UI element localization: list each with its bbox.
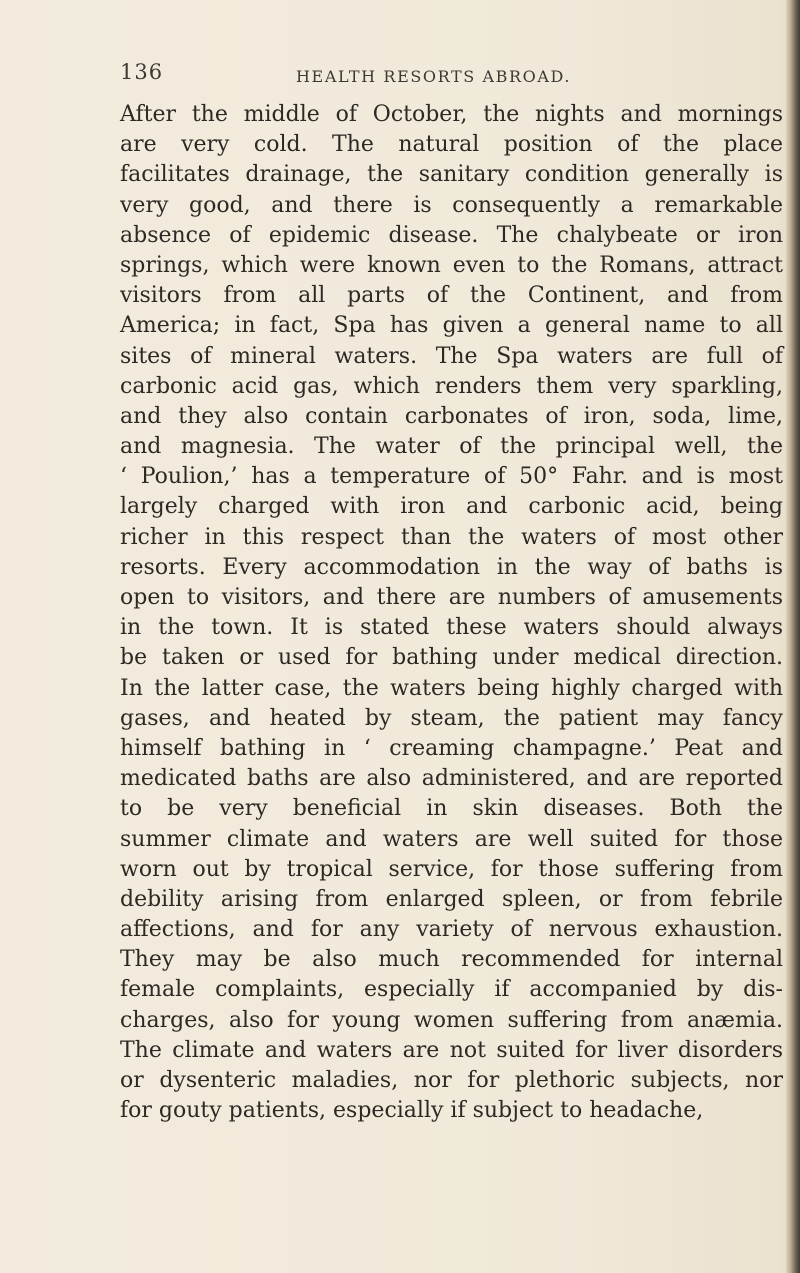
text-line: After the middle of October, the nights and mornings	[120, 102, 783, 127]
text-line: be taken or used for bathing under medical direction.	[120, 645, 783, 671]
text-line: summer climate and waters are well suited for those	[120, 826, 783, 852]
text-line: in the town. It is stated these waters should always	[120, 615, 783, 641]
text-line: springs, which were known even to the Romans, attract	[120, 252, 783, 278]
text-line: open to visitors, and there are numbers of amusements	[120, 585, 783, 610]
text-line: are very cold. The natural position of the place	[120, 132, 783, 158]
text-line: ‘ Poulion,’ has a temperature of 50° Fahr. and is most	[120, 464, 783, 490]
text-line: for gouty patients, especially if subject to headache,	[120, 1098, 704, 1124]
text-line: medicated baths are also administered, and are reported	[120, 766, 783, 792]
text-line: charges, also for young women suffering from anæmia.	[120, 1007, 783, 1033]
text-line: largely charged with iron and carbonic acid, being	[120, 494, 783, 520]
binding-edge-shadow	[786, 0, 800, 1273]
text-line: facilitates drainage, the sanitary condition generally is	[120, 162, 783, 188]
text-line: resorts. Every accommodation in the way of baths is	[120, 554, 783, 580]
text-line: richer in this respect than the waters of most other	[120, 524, 783, 550]
text-line: and magnesia. The water of the principal well, the	[120, 434, 783, 460]
text-line: himself bathing in ‘ creaming champagne.’ Peat and	[120, 735, 783, 761]
text-line: carbonic acid gas, which renders them very sparkling,	[120, 373, 783, 399]
text-line: affections, and for any variety of nervous exhaustion.	[120, 917, 783, 943]
running-header: HEALTH RESORTS ABROAD.	[296, 67, 572, 86]
text-line: In the latter case, the waters being highly charged with	[120, 675, 783, 701]
text-line: visitors from all parts of the Continent, and from	[120, 283, 783, 309]
text-line: very good, and there is consequently a remarkable	[120, 192, 783, 218]
text-line: sites of mineral waters. The Spa waters are full of	[120, 343, 783, 369]
text-line: worn out by tropical service, for those suffering from	[120, 856, 783, 882]
text-line: debility arising from enlarged spleen, or from febrile	[120, 886, 783, 912]
page-number: 136	[120, 60, 164, 84]
text-line: America; in fact, Spa has given a general name to all	[120, 313, 783, 339]
text-line: or dysenteric maladies, nor for plethoric subjects, nor	[120, 1068, 783, 1093]
text-line: gases, and heated by steam, the patient may fancy	[120, 705, 783, 731]
text-line: and they also contain carbonates of iron, soda, lime,	[120, 403, 783, 429]
body-text	[120, 100, 783, 1126]
text-line: The climate and waters are not suited for liver disorders	[120, 1037, 783, 1063]
text-line: They may be also much recommended for internal	[120, 947, 783, 973]
text-line: to be very beneficial in skin diseases. Both the	[120, 796, 783, 822]
text-line: absence of epidemic disease. The chalybeate or iron	[120, 222, 783, 248]
text-line: female complaints, especially if accompanied by dis-	[120, 977, 783, 1003]
